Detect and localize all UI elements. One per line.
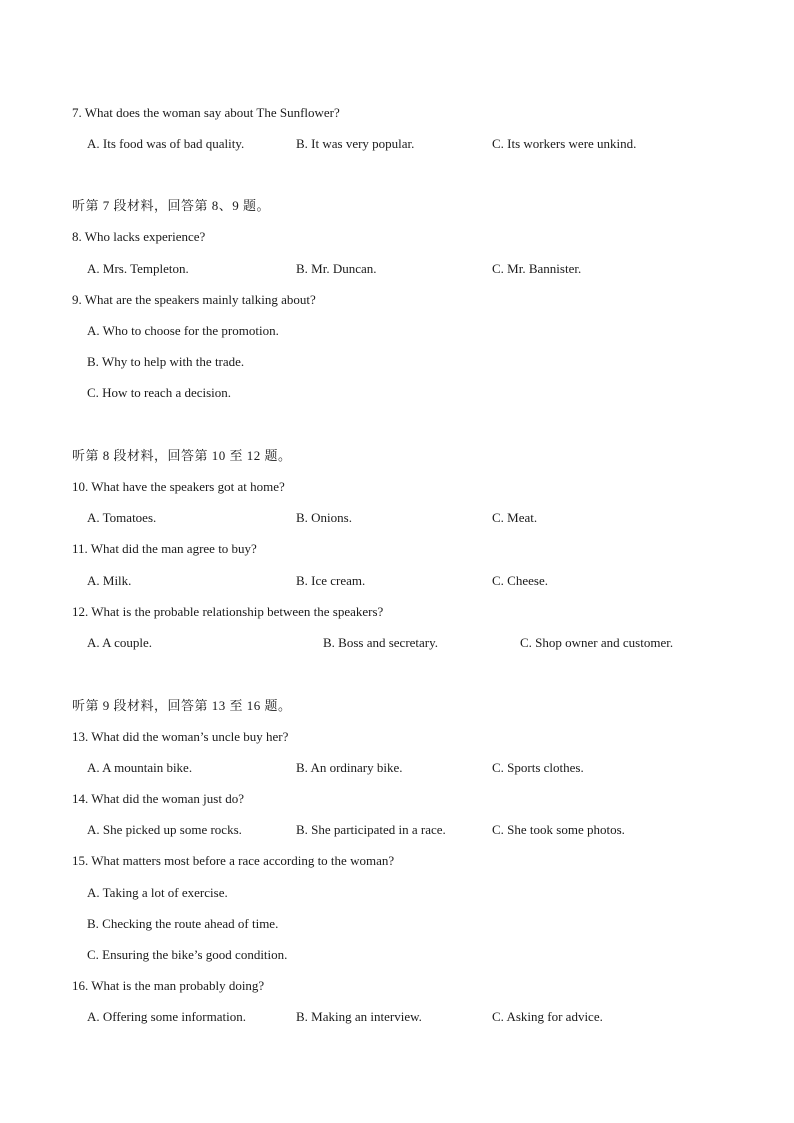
q15-option-b: B. Checking the route ahead of time. [87,916,279,931]
section-heading-9: 听第 9 段材料，回答第 13 至 16 题。 [72,698,292,713]
q7-option-c: C. Its workers were unkind. [492,136,637,151]
q16-option-b: B. Making an interview. [296,1009,422,1024]
question-13: 13. What did the woman’s uncle buy her? [72,729,289,744]
q15-option-c: C. Ensuring the bike’s good condition. [87,947,288,962]
q13-option-c: C. Sports clothes. [492,760,584,775]
question-10: 10. What have the speakers got at home? [72,479,285,494]
q7-option-b: B. It was very popular. [296,136,415,151]
q11-option-b: B. Ice cream. [296,573,366,588]
q16-option-c: C. Asking for advice. [492,1009,603,1024]
q16-option-a: A. Offering some information. [87,1009,246,1024]
question-9: 9. What are the speakers mainly talking about? [72,292,316,307]
q14-option-c: C. She took some photos. [492,822,625,837]
q9-option-b: B. Why to help with the trade. [87,354,245,369]
q8-option-a: A. Mrs. Templeton. [87,261,189,276]
question-7: 7. What does the woman say about The Sunflower? [72,105,340,120]
q10-option-c: C. Meat. [492,510,538,525]
q14-option-b: B. She participated in a race. [296,822,446,837]
q14-option-a: A. She picked up some rocks. [87,822,242,837]
q10-option-b: B. Onions. [296,510,352,525]
q13-option-a: A. A mountain bike. [87,760,193,775]
q15-option-a: A. Taking a lot of exercise. [87,885,228,900]
q10-option-a: A. Tomatoes. [87,510,157,525]
q11-option-c: C. Cheese. [492,573,548,588]
q9-option-c: C. How to reach a decision. [87,385,232,400]
q7-option-a: A. Its food was of bad quality. [87,136,245,151]
question-12: 12. What is the probable relationship between the speakers? [72,604,384,619]
question-14: 14. What did the woman just do? [72,791,244,806]
q13-option-b: B. An ordinary bike. [296,760,403,775]
question-16: 16. What is the man probably doing? [72,978,265,993]
section-heading-7: 听第 7 段材料，回答第 8、9 题。 [72,198,271,213]
q8-option-c: C. Mr. Bannister. [492,261,582,276]
question-11: 11. What did the man agree to buy? [72,541,257,556]
question-15: 15. What matters most before a race according to the woman? [72,853,395,868]
question-8: 8. Who lacks experience? [72,229,206,244]
q8-option-b: B. Mr. Duncan. [296,261,377,276]
q12-option-a: A. A couple. [87,635,152,650]
q9-option-a: A. Who to choose for the promotion. [87,323,279,338]
section-heading-8: 听第 8 段材料，回答第 10 至 12 题。 [72,448,292,463]
q12-option-b: B. Boss and secretary. [323,635,439,650]
q12-option-c: C. Shop owner and customer. [520,635,674,650]
q11-option-a: A. Milk. [87,573,132,588]
